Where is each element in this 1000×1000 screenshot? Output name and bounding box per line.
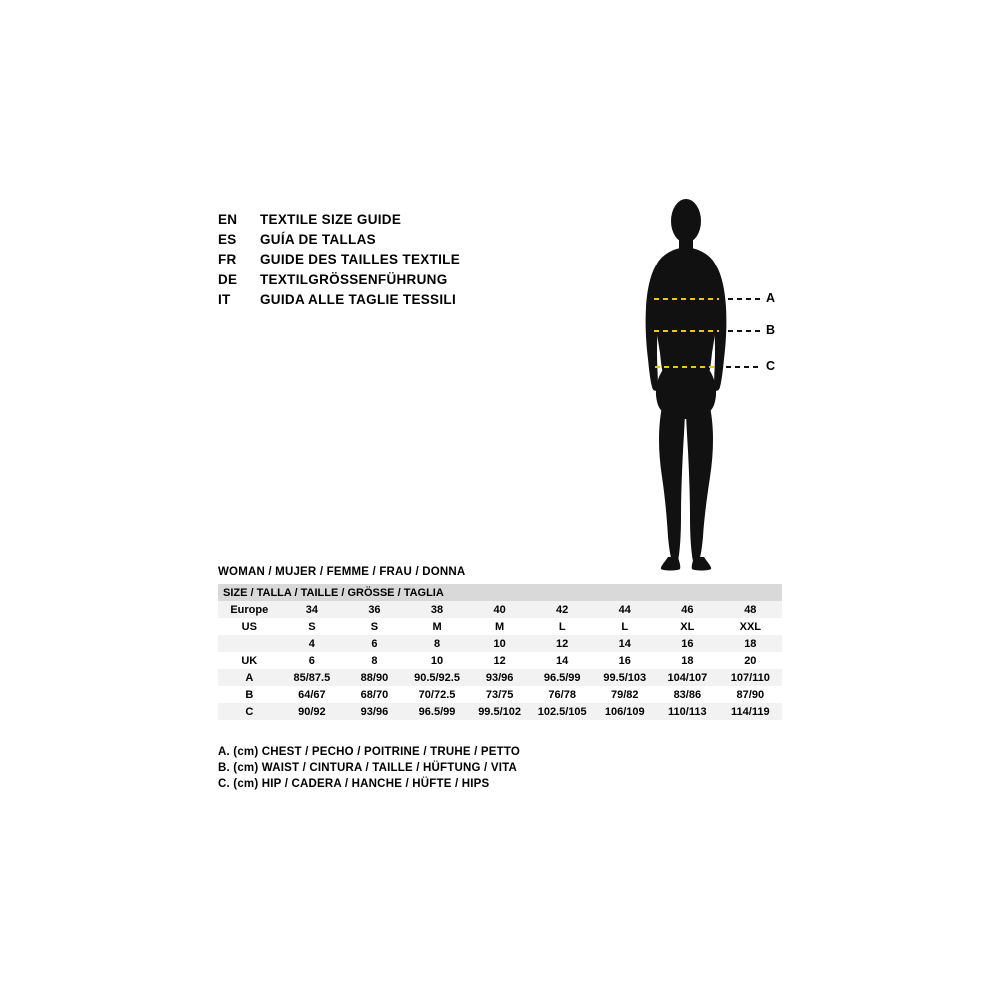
cell: 34 xyxy=(281,601,344,618)
title-text-it: GUIDA ALLE TAGLIE TESSILI xyxy=(260,292,456,307)
table-row xyxy=(218,635,782,652)
table-header-label: SIZE / TALLA / TAILLE / GRÖSSE / TAGLIA xyxy=(218,584,782,601)
cell: 73/75 xyxy=(468,686,531,703)
row-label-us-numeric xyxy=(218,635,281,652)
cell: 14 xyxy=(531,652,594,669)
size-guide-title-block xyxy=(218,212,578,312)
cell: 99.5/103 xyxy=(593,669,656,686)
row-label-b: B xyxy=(218,686,281,703)
title-text-es: GUÍA DE TALLAS xyxy=(260,232,376,247)
cell: L xyxy=(531,618,594,635)
table-row xyxy=(218,703,782,720)
cell: 64/67 xyxy=(281,686,344,703)
language-code-it: IT xyxy=(218,292,231,307)
cell: 18 xyxy=(719,635,782,652)
body-silhouette-icon xyxy=(620,195,840,585)
cell: 87/90 xyxy=(719,686,782,703)
cell: 6 xyxy=(281,652,344,669)
table-caption: WOMAN / MUJER / FEMME / FRAU / DONNA xyxy=(218,566,466,578)
language-code-de: DE xyxy=(218,272,238,287)
cell: 85/87.5 xyxy=(281,669,344,686)
title-text-fr: GUIDE DES TAILLES TEXTILE xyxy=(260,252,461,267)
cell: 14 xyxy=(593,635,656,652)
cell: 36 xyxy=(343,601,406,618)
cell: 79/82 xyxy=(593,686,656,703)
table-row xyxy=(218,652,782,669)
legend-line-b: B. (cm) WAIST / CINTURA / TAILLE / HÜFTUNG / VITA xyxy=(218,762,517,774)
row-label-us: US xyxy=(218,618,281,635)
cell: 12 xyxy=(531,635,594,652)
cell: 96.5/99 xyxy=(531,669,594,686)
cell: M xyxy=(406,618,469,635)
table-row xyxy=(218,686,782,703)
cell: 8 xyxy=(406,635,469,652)
title-row-es xyxy=(218,232,578,252)
cell: 76/78 xyxy=(531,686,594,703)
cell: 8 xyxy=(343,652,406,669)
cell: 90/92 xyxy=(281,703,344,720)
cell: 83/86 xyxy=(656,686,719,703)
language-code-es: ES xyxy=(218,232,237,247)
cell: 44 xyxy=(593,601,656,618)
cell: 4 xyxy=(281,635,344,652)
table-row xyxy=(218,601,782,618)
row-label-c: C xyxy=(218,703,281,720)
cell: 90.5/92.5 xyxy=(406,669,469,686)
title-text-de: TEXTILGRÖSSENFÜHRUNG xyxy=(260,272,448,287)
legend-line-a: A. (cm) CHEST / PECHO / POITRINE / TRUHE / PETTO xyxy=(218,746,521,758)
title-text-en: TEXTILE SIZE GUIDE xyxy=(260,212,402,227)
cell: 96.5/99 xyxy=(406,703,469,720)
title-row-fr xyxy=(218,252,578,272)
title-row-en xyxy=(218,212,578,232)
cell: 93/96 xyxy=(343,703,406,720)
cell: 18 xyxy=(656,652,719,669)
cell: 99.5/102 xyxy=(468,703,531,720)
cell: 10 xyxy=(406,652,469,669)
guide-label-b: B xyxy=(766,323,776,337)
cell: S xyxy=(343,618,406,635)
cell: 114/119 xyxy=(719,703,782,720)
cell: 42 xyxy=(531,601,594,618)
title-row-it xyxy=(218,292,578,312)
cell: 110/113 xyxy=(656,703,719,720)
row-label-uk: UK xyxy=(218,652,281,669)
title-row-de xyxy=(218,272,578,292)
cell: 88/90 xyxy=(343,669,406,686)
cell: 68/70 xyxy=(343,686,406,703)
cell: 104/107 xyxy=(656,669,719,686)
cell: 102.5/105 xyxy=(531,703,594,720)
measurement-legend xyxy=(218,744,638,792)
cell: XL xyxy=(656,618,719,635)
cell: 6 xyxy=(343,635,406,652)
cell: L xyxy=(593,618,656,635)
row-label-europe: Europe xyxy=(218,601,281,618)
female-body-figure xyxy=(620,195,840,585)
cell: 16 xyxy=(656,635,719,652)
cell: 20 xyxy=(719,652,782,669)
legend-line-c: C. (cm) HIP / CADERA / HANCHE / HÜFTE / HIPS xyxy=(218,778,490,790)
cell: 70/72.5 xyxy=(406,686,469,703)
size-table xyxy=(218,584,782,720)
cell: 10 xyxy=(468,635,531,652)
table-row xyxy=(218,669,782,686)
cell: 16 xyxy=(593,652,656,669)
language-code-en: EN xyxy=(218,212,238,227)
cell: 107/110 xyxy=(719,669,782,686)
cell: 93/96 xyxy=(468,669,531,686)
cell: 106/109 xyxy=(593,703,656,720)
guide-label-c: C xyxy=(766,359,776,373)
language-code-fr: FR xyxy=(218,252,237,267)
guide-label-a: A xyxy=(766,291,776,305)
table-row xyxy=(218,618,782,635)
cell: 46 xyxy=(656,601,719,618)
cell: 48 xyxy=(719,601,782,618)
cell: 38 xyxy=(406,601,469,618)
row-label-a: A xyxy=(218,669,281,686)
cell: XXL xyxy=(719,618,782,635)
cell: S xyxy=(281,618,344,635)
table-header-row xyxy=(218,584,782,601)
cell: 40 xyxy=(468,601,531,618)
size-table-block xyxy=(218,566,782,720)
cell: 12 xyxy=(468,652,531,669)
cell: M xyxy=(468,618,531,635)
